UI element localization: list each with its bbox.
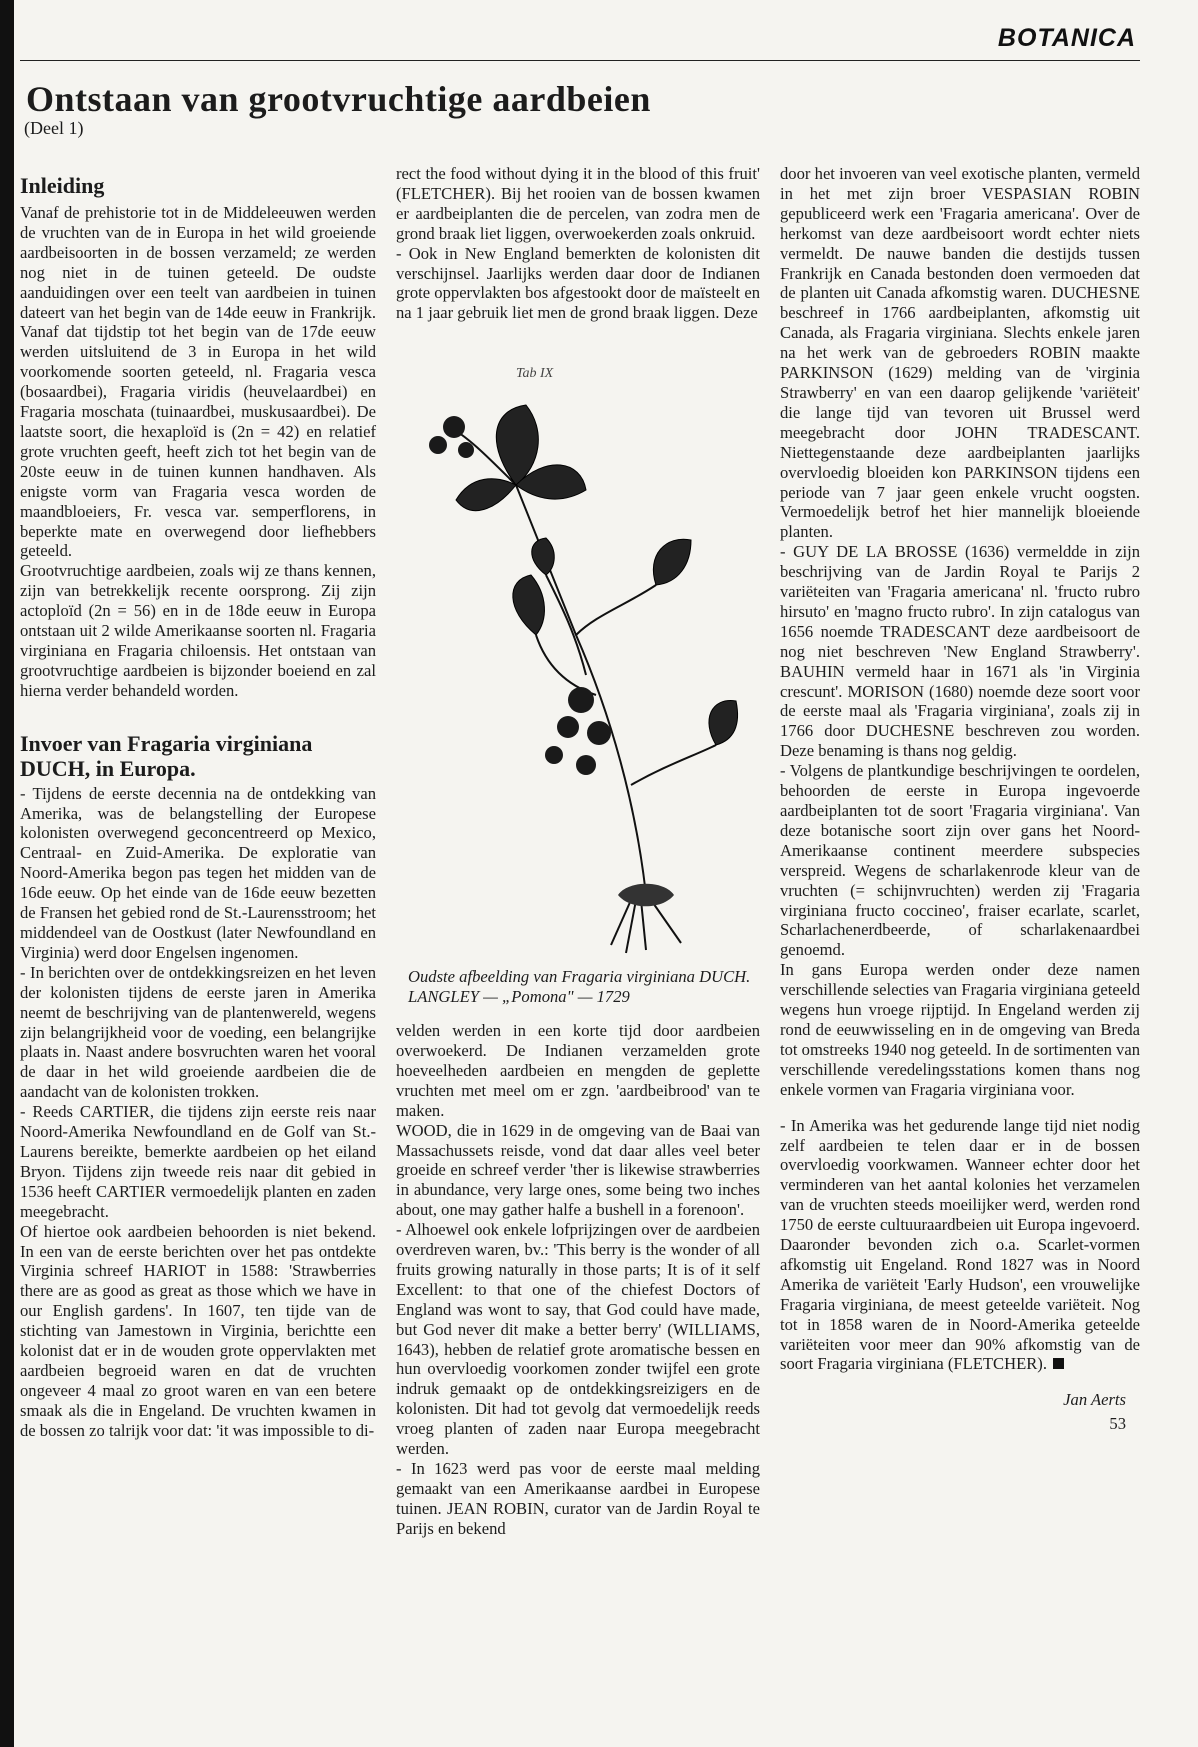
illustration-caption: Oudste afbeelding van Fragaria virginiana DUCH. LANGLEY — „Pomona" — 1729 [408,967,751,1007]
article-subtitle: (Deel 1) [24,118,84,138]
header-rule [20,60,1140,61]
column-left [20,164,376,1441]
paragraph: rect the food without dying it in the blood of this fruit' (FLETCHER). Bij het rooien van de bossen kwamen er aardbeiplanten die de percelen, van zodra men de grond braak liet liggen, overwoekerden zoals onkruid. [396,164,760,243]
paragraph: - Volgens de plantkundige beschrijvingen te oordelen, behoorden de eerste in Europa ingevoerde aardbeiplanten tot de soort 'Fragaria virginiana'. Van deze botanische soort zijn over gans het Noord-Amerikaanse continent meerdere subspecies verspreid. Wegens de scharlakenrode kleur van de vruchten (= schijnvruchten) werden zij 'Fragaria virginiana fructo coccineo', fraiser ecarlate, scarlet, Scharlachenerdbeerde, of scharlakenaardbei genoemd. [780,761,1140,960]
heading-inleiding: Inleiding [20,173,105,198]
heading-invoer: Invoer van Fragaria virginiana DUCH, in Europa. [20,730,313,781]
paragraph: - Ook in New England bemerkten de kolonisten dit verschijnsel. Jaarlijks werden daar door de Indianen grote oppervlakten bos afgestookt door de maïsteelt en na 1 jaar gebruik liet men de grond braak liggen. Deze [396,243,760,323]
page-number: 53 [1109,1414,1126,1434]
column-right [780,164,1140,1434]
paragraph: Vanaf de prehistorie tot in de Middeleeuwen werden de vruchten van de in Europa in het wild groeiende aardbeisoorten in de bossen verzameld; ze werden nog niet in de tuinen geteeld. De oudste aanduidingen over een teelt van aardbeien in tuinen dateert van het begin van de 14de eeuw in Frankrijk. Vanaf dat tijdstip tot het begin van de 17de eeuw werden uitsluitend de 3 in Europa in het wild voorkomende soorten geteeld, nl. Fragaria vesca (bosaardbei), Fragaria viridis (heuvelaardbei) en Fragaria moschata (tuinaardbei, muskusaardbei). De laatste soort, die hexaploïd is (2n = 42) en relatief grote vruchten geeft, heeft zich tot het begin van de 20ste eeuw in de tuinen kunnen handhaven. Als enigste vorm van Fragaria vesca worden de maandbloeiers, Fr. vesca var. semperflorens, in beperkte mate en overwegend door liefhebbers geteeld. [20,203,376,561]
end-mark-square [1053,1358,1064,1369]
author-name: Jan Aerts [1063,1390,1126,1410]
strawberry-plant-illustration [396,335,760,961]
paragraph: velden werden in een korte tijd door aardbeien overwoekerd. De Indianen verzamelden grote hoeveelheden aardbeien en mengden de geplette vruchten met meel om er zgn. 'aardbeibrood' van te maken. [396,1021,760,1120]
paragraph-final [780,1116,1140,1375]
paragraph: In gans Europa werden onder deze namen verschillende selecties van Fragaria virginiana geteeld wegens hun vroege rijptijd. In Engeland werden zij rond de eeuwwisseling en in de omgeving van Breda tot omstreeks 1940 nog geteeld. In de sortimenten van verschillende veredelingsstations komen thans nog enkele vormen van Fragaria virginiana voor. [780,960,1140,1099]
left-edge-bar [0,0,14,1747]
paragraph: WOOD, die in 1629 in de omgeving van de Baai van Massachussets reisde, vond dat daar alles veel beter groeide en schreef verder 'ther is likewise strawberries in abundance, very large ones, some being two inches about, one may gather halfe a bushell in a forenoon'. [396,1120,760,1220]
paragraph-gap [780,1100,1140,1116]
paragraph: door het invoeren van veel exotische planten, vermeld in het met zijn broer VESPASIAN ROBIN gepubliceerd werk een 'Fragaria americana'. Over de herkomst van deze aardbeisoort wordt echter niets vermeldt. De nauwe banden die destijds tussen Frankrijk en Canada bestonden doen vermoeden dat de planten uit Canada afkomstig waren. DUCHESNE beschreef in 1766 aardbeiplanten, afkomstig uit Canada, als Fragaria virginiana. Slechts enkele jaren na het werk van de gebroeders ROBIN maakte PARKINSON (1629) melding van de 'virginia Strawberry' en van een daarop gelijkende 'variëteit' die lange tijd van tevoren uit Brussel werd meegebracht door JOHN TRADESCANT. Niettegenstaande deze aardbeiplanten jaarlijks overvloedig bloeiden kon PARKINSON tijdens een periode van 7 jaar geen enkele vrucht oogsten. Vermoedelijk betrof het hier mannelijk bloeiende planten. [780,164,1140,542]
paragraph: - Alhoewel ook enkele lofprijzingen over de aardbeien overdreven waren, bv.: 'This berry is the wonder of all fruits growing naturally in those parts; It is of it self Excellent: to that one of the chiefest Doctors of England was wont to say, that God could have made, but God never dit make a better berry' (WILLIAMS, 1643), hebben de relatief grote aromatische bessen en hun overvloedig voorkomen zonder twijfel een grote indruk gemaakt op de ontdekkingsreizigers en de kolonisten. Dit had tot gevolg dat vermoedelijk reeds vroeg planten of zaden naar Europa meegebracht werden. [396,1220,760,1459]
paragraph: Grootvruchtige aardbeien, zoals wij ze thans kennen, zijn van betrekkelijk recente oorsprong. Zij zijn actoploïd (2n = 56) en in de 18de eeuw in Europa ontstaan uit 2 wilde Amerikaanse soorten nl. Fragaria virginiana en Fragaria chiloensis. Het ontstaan van grootvruchtige aardbeien is bijzonder boeiend en zal hierna verder behandeld worden. [20,561,376,700]
illustration-handwriting: Tab IX [516,366,554,382]
paragraph: - In berichten over de ontdekkingsreizen en het leven der kolonisten tijdens de eerste jaren in Amerika neemt de beschrijving van de plantenwereld, wegens zijn belangrijkheid voor de voeding, een belangrijke plaats in. Naast andere bosvruchten waren het vooral de daar in het wild groeiende aardbeien die de aandacht van de kolonisten trokken. [20,962,376,1102]
paragraph: - Tijdens de eerste decennia na de ontdekking van Amerika, was de belangstelling der Europese kolonisten overwegend geconcentreerd op Mexico, Centraal- en Zuid-Amerika. De exploratie van Noord-Amerika begon pas tegen het midden van de 16de eeuw. Op het einde van de 16de eeuw bezetten de Fransen het gebied rond de St.-Laurensstroom; het middendeel van de Oostkust (later Newfoundland en Virginia) werd door Engelsen ingenomen. [20,783,376,962]
paragraph: - GUY DE LA BROSSE (1636) vermeldde in zijn beschrijving van de Jardin Royal te Parijs 2 variëteiten van 'Fragaria americana' nl. 'fructo rubro hirsuto' en 'magno fructo rubro'. In zijn catalogus van 1656 noemde TRADESCANT deze aardbeisoort de nog niet beschreven 'New England Strawberry'. BAUHIN vermeld haar in 1671 als 'in Virginia crescunt'. MORISON (1680) noemde deze soort voor de eerste maal als 'Fragaria virginiana', zoals zij in 1766 door DUCHESNE beschreven zou worden. Deze benaming is thans nog geldig. [780,542,1140,761]
article-title: Ontstaan van grootvruchtige aardbeien [26,79,651,119]
section-label: BOTANICA [997,24,1136,52]
paragraph-text: - In Amerika was het gedurende lange tijd niet nodig zelf aardbeien te telen daar er in de bossen overvloedig voorkwamen. Wanneer echter door het verminderen van het aantal kolonies het verzamelen van de vruchten steeds moeilijker werd, werden rond 1750 de eerste cultuuraardbeien uit Europa ingevoerd. Daaronder bevonden zich o.a. Scarlet-vormen afkomstig uit Engeland. Rond 1827 was in Noord Amerika de variëteit 'Early Hudson', een vrouwelijke Fragaria virginiana, de meest geteelde variëteit. Nog tot in 1858 waren de in Noord-Amerika geteelde variëteiten voor meer dan 90% afkomstig van de soort Fragaria virginiana (FLETCHER). [780,1115,1140,1374]
paragraph: - In 1623 werd pas voor de eerste maal melding gemaakt van een Amerikaanse aardbei in Europese tuinen. JEAN ROBIN, curator van de Jardin Royal te Parijs en bekend [396,1459,760,1538]
paragraph: Of hiertoe ook aardbeien behoorden is niet bekend. In een van de eerste berichten over het pas ontdekte Virginia schreef HARIOT in 1588: 'Strawberries there are as good as great as those which we have in our English gardens'. In 1607, ten tijde van de stichting van Jamestown in Virginia, berichtte een kolonist dat er in de wouden grote oppervlakten met aardbeien begroeid waren en dat de vruchten ongeveer 4 maal zo groot waren en van een betere smaak als die in Engeland. De vruchten kwamen in de bossen zo talrijk voor dat: 'it was impossible to di- [20,1221,376,1440]
paragraph: - Reeds CARTIER, die tijdens zijn eerste reis naar Noord-Amerika Newfoundland en de Golf van St.-Laurens bereikte, bemerkte aardbeien op het eiland Bryon. Tijdens zijn tweede reis naar dit gebied in 1536 heeft CARTIER vermoedelijk planten en zaden meegebracht. [20,1102,376,1221]
column-middle [396,164,760,1539]
